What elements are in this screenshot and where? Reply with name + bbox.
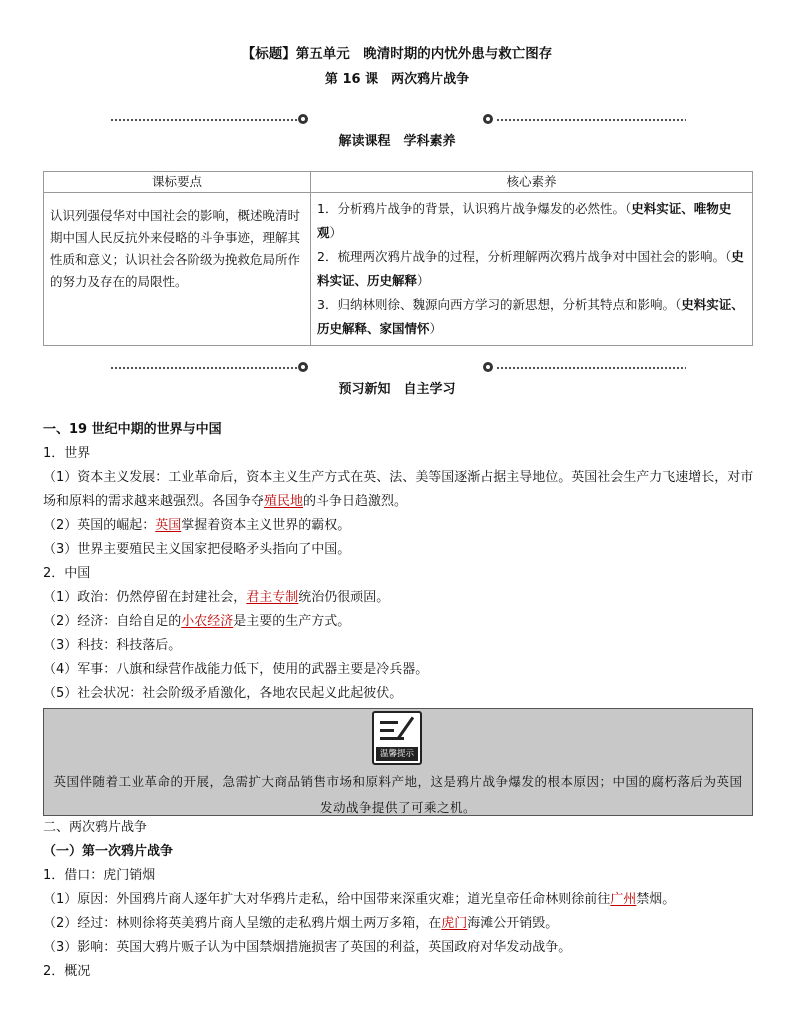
overview-heading: 2．概况 xyxy=(43,964,91,979)
note-pen-icon xyxy=(372,711,422,765)
world-heading: 1．世界 xyxy=(43,446,91,461)
part2-content xyxy=(43,816,755,984)
world-item-1: （1）资本主义发展：工业革命后，资本主义生产方式在英、法、美等国逐渐占据主导地位。英国社会生产力飞速增长，对市场和原料的需求越来越强烈。各国争夺殖民地的斗争日趋激烈。 xyxy=(43,470,754,509)
table-header-standard: 课标要点 xyxy=(44,172,311,193)
china-item-5: （5）社会状况：社会阶级矛盾激化，各地农民起义此起彼伏。 xyxy=(43,686,403,701)
part1-content xyxy=(43,418,755,706)
table-header-literacy: 核心素养 xyxy=(311,172,753,193)
china-item-2: （2）经济：自给自足的小农经济是主要的生产方式。 xyxy=(43,614,351,629)
china-item-1: （1）政治：仍然停留在封建社会，君主专制统治仍很顽固。 xyxy=(43,590,390,605)
world-item-2: （2）英国的崛起：英国掌握着资本主义世界的霸权。 xyxy=(43,518,351,533)
curriculum-table xyxy=(43,171,753,346)
section-divider xyxy=(110,362,750,374)
china-item-4: （4）军事：八旗和绿营作战能力低下，使用的武器主要是冷兵器。 xyxy=(43,662,429,677)
part2-heading: 二、两次鸦片战争 xyxy=(43,820,148,835)
lesson-subtitle: 第 16 课 两次鸦片战争 xyxy=(324,72,470,87)
pretext-heading: 1．借口：虎门销烟 xyxy=(43,868,156,883)
part1-heading: 一、19 世纪中期的世界与中国 xyxy=(43,422,222,437)
tip-text: 英国伴随着工业革命的开展，急需扩大商品销售市场和原料产地，这是鸦片战争爆发的根本原因；中国的腐朽落后为英国发动战争提供了可乘之机。 xyxy=(53,774,743,815)
opium-item-2: （2）经过：林则徐将英美鸦片商人呈缴的走私鸦片烟土两万多箱，在虎门海滩公开销毁。 xyxy=(43,916,559,931)
literacy-item: 1．分析鸦片战争的背景，认识鸦片战争爆发的必然性。（史料实证、唯物史观） xyxy=(317,201,732,240)
china-heading: 2．中国 xyxy=(43,566,91,581)
opium-item-1: （1）原因：外国鸦片商人逐年扩大对华鸦片走私，给中国带来深重灾难；道光皇帝任命林则徐前往广州禁烟。 xyxy=(43,892,676,907)
standard-cell: 认识列强侵华对中国社会的影响，概述晚清时期中国人民反抗外来侵略的斗争事迹，理解其性质和意义；认识社会各阶级为挽救危局所作的努力及存在的局限性。 xyxy=(44,193,311,346)
part2-subheading: （一）第一次鸦片战争 xyxy=(43,844,174,859)
section-heading-interpret: 解读课程 学科素养 xyxy=(338,134,456,149)
section-divider xyxy=(110,114,750,126)
literacy-item: 3．归纳林则徐、魏源向西方学习的新思想，分析其特点和影响。（史料实证、历史解释、家国情怀） xyxy=(317,297,744,336)
document-title: 【标题】第五单元 晚清时期的内忧外患与救亡图存 xyxy=(241,46,553,62)
section-heading-preview: 预习新知 自主学习 xyxy=(338,382,456,397)
opium-item-3: （3）影响：英国大鸦片贩子认为中国禁烟措施损害了英国的利益，英国政府对华发动战争。 xyxy=(43,940,572,955)
world-item-3: （3）世界主要殖民主义国家把侵略矛头指向了中国。 xyxy=(43,542,351,557)
literacy-cell xyxy=(311,193,753,346)
literacy-item: 2．梳理两次鸦片战争的过程，分析理解两次鸦片战争对中国社会的影响。（史料实证、历史解释） xyxy=(317,249,744,288)
tip-box xyxy=(43,708,753,816)
tip-icon-label: 温馨提示 xyxy=(376,747,418,761)
china-item-3: （3）科技：科技落后。 xyxy=(43,638,182,653)
